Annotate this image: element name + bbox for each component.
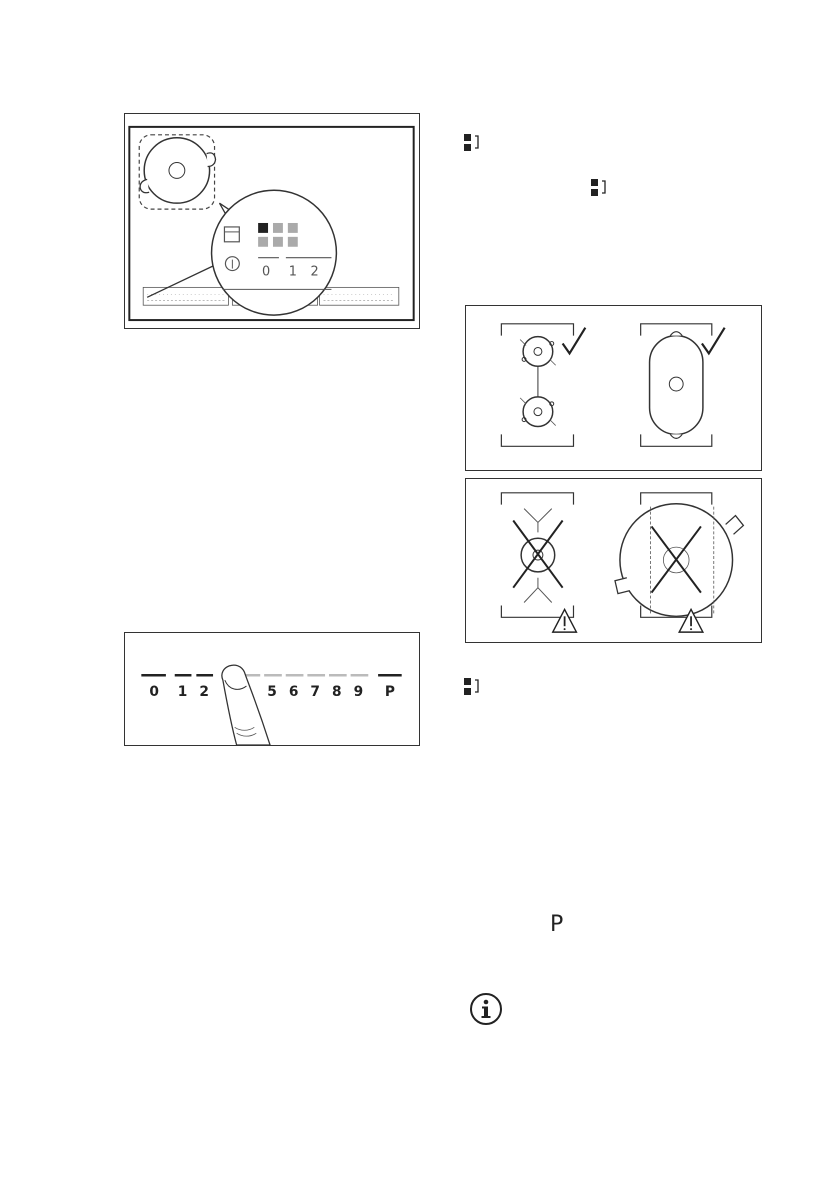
level-square-active	[258, 223, 268, 233]
pot-icon	[520, 337, 556, 367]
figure-power-slider	[124, 632, 420, 746]
slider-label-7: 7	[310, 683, 321, 700]
info-icon	[469, 992, 503, 1026]
correct-placement-illustration	[466, 306, 761, 470]
slider-label-9: 9	[353, 683, 364, 700]
hob-illustration	[125, 114, 419, 328]
figure-correct-placement	[465, 305, 762, 471]
slider-label-5: 5	[267, 683, 277, 700]
zone-level-0: 0	[261, 264, 271, 280]
incorrect-placement-illustration	[466, 479, 761, 642]
slider-illustration	[125, 633, 419, 745]
slider-label-8: 8	[332, 683, 342, 700]
bridge-symbol-icon	[463, 133, 481, 153]
figure-incorrect-placement	[465, 478, 762, 643]
zone-level-1: 1	[288, 264, 297, 280]
slider-label-p: P	[384, 683, 395, 700]
large-pot-icon	[615, 504, 743, 617]
figure-hob-zone	[124, 113, 420, 329]
bridge-symbol-icon	[463, 677, 481, 697]
check-icon	[702, 328, 725, 354]
slider-label-2: 2	[199, 683, 209, 700]
oval-pan-icon	[650, 332, 703, 439]
zone-level-2: 2	[310, 264, 319, 280]
finger-icon	[222, 665, 270, 745]
slider-label-1: 1	[177, 683, 188, 700]
slider-label-0: 0	[149, 683, 159, 700]
pot-icon	[520, 397, 556, 427]
slider-label-6: 6	[288, 683, 299, 700]
bridge-symbol-icon	[590, 178, 608, 198]
power-boost-symbol: P	[550, 912, 564, 937]
